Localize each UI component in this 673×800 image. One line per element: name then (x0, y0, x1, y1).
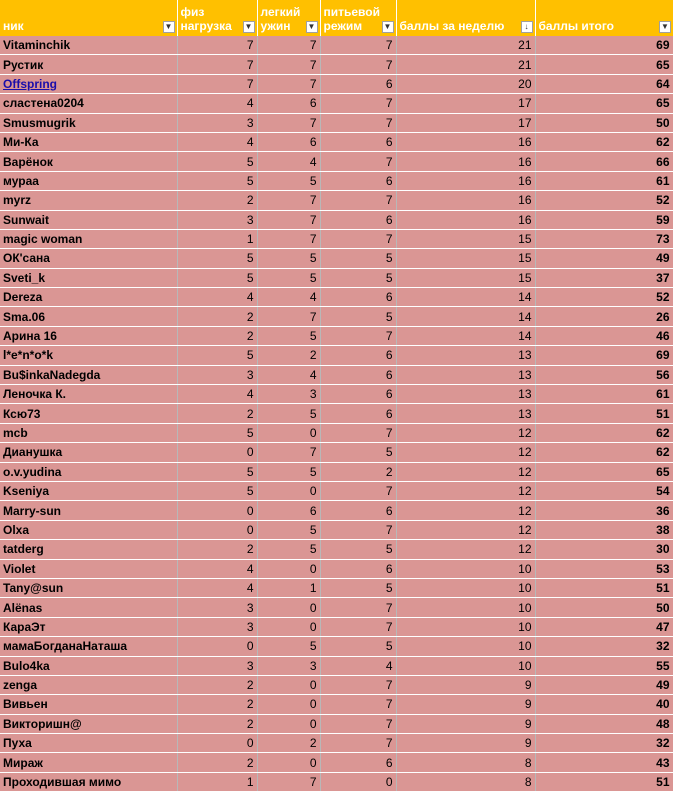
header-bally-za-nedelyu (396, 0, 535, 36)
cell-bally-itogo: 65 (535, 94, 673, 113)
cell-nick: zenga (0, 675, 177, 694)
cell-pitevoy-rezhim: 6 (320, 132, 396, 151)
cell-bally-itogo: 49 (535, 249, 673, 268)
cell-legkiy-uzhin: 5 (257, 249, 320, 268)
cell-bally-za-nedelyu: 12 (396, 540, 535, 559)
cell-pitevoy-rezhim: 0 (320, 772, 396, 791)
cell-nick: Kseniya (0, 481, 177, 500)
cell-legkiy-uzhin: 0 (257, 675, 320, 694)
cell-nick: Мираж (0, 753, 177, 772)
cell-fiz-nagruzka: 3 (177, 210, 257, 229)
nick-link[interactable]: Offspring (0, 74, 177, 93)
cell-nick: Пуха (0, 734, 177, 753)
filter-dropdown-icon[interactable]: ▼ (659, 21, 671, 33)
header-bally-itogo (535, 0, 673, 36)
cell-bally-za-nedelyu: 15 (396, 229, 535, 248)
header-label: легкий ужин (260, 5, 301, 33)
cell-pitevoy-rezhim: 6 (320, 753, 396, 772)
cell-bally-za-nedelyu: 10 (396, 559, 535, 578)
cell-nick: mcb (0, 423, 177, 442)
cell-fiz-nagruzka: 3 (177, 365, 257, 384)
cell-nick: Рустик (0, 55, 177, 74)
cell-nick: Marry-sun (0, 501, 177, 520)
cell-bally-za-nedelyu: 12 (396, 481, 535, 500)
cell-nick: Dereza (0, 288, 177, 307)
table-row (0, 55, 673, 74)
cell-legkiy-uzhin: 5 (257, 268, 320, 287)
cell-pitevoy-rezhim: 6 (320, 210, 396, 229)
filter-dropdown-icon[interactable]: ▼ (306, 21, 318, 33)
cell-nick: КараЭт (0, 617, 177, 636)
cell-bally-itogo: 32 (535, 637, 673, 656)
cell-fiz-nagruzka: 2 (177, 540, 257, 559)
cell-bally-za-nedelyu: 15 (396, 268, 535, 287)
cell-fiz-nagruzka: 5 (177, 423, 257, 442)
cell-nick: l*e*n*o*k (0, 346, 177, 365)
table-row (0, 540, 673, 559)
cell-fiz-nagruzka: 2 (177, 307, 257, 326)
cell-bally-itogo: 36 (535, 501, 673, 520)
cell-bally-za-nedelyu: 12 (396, 443, 535, 462)
cell-nick: tatderg (0, 540, 177, 559)
cell-bally-itogo: 26 (535, 307, 673, 326)
cell-bally-itogo: 51 (535, 772, 673, 791)
cell-fiz-nagruzka: 3 (177, 598, 257, 617)
table-row (0, 559, 673, 578)
cell-bally-za-nedelyu: 16 (396, 210, 535, 229)
table-row (0, 288, 673, 307)
cell-pitevoy-rezhim: 5 (320, 268, 396, 287)
table-row (0, 171, 673, 190)
cell-pitevoy-rezhim: 5 (320, 443, 396, 462)
cell-pitevoy-rezhim: 7 (320, 152, 396, 171)
cell-legkiy-uzhin: 7 (257, 55, 320, 74)
table-row (0, 501, 673, 520)
cell-fiz-nagruzka: 5 (177, 152, 257, 171)
header-label: физ нагрузка (180, 5, 232, 33)
cell-fiz-nagruzka: 0 (177, 734, 257, 753)
cell-legkiy-uzhin: 7 (257, 113, 320, 132)
cell-legkiy-uzhin: 0 (257, 559, 320, 578)
cell-nick: Violet (0, 559, 177, 578)
cell-fiz-nagruzka: 3 (177, 113, 257, 132)
header-label: ник (3, 19, 24, 33)
cell-legkiy-uzhin: 5 (257, 171, 320, 190)
cell-nick: Vitaminchik (0, 36, 177, 55)
cell-legkiy-uzhin: 6 (257, 132, 320, 151)
cell-bally-za-nedelyu: 14 (396, 307, 535, 326)
table-row (0, 268, 673, 287)
cell-nick: Варёнок (0, 152, 177, 171)
table-row (0, 365, 673, 384)
cell-legkiy-uzhin: 0 (257, 481, 320, 500)
table-row (0, 229, 673, 248)
table-row (0, 423, 673, 442)
cell-legkiy-uzhin: 6 (257, 94, 320, 113)
cell-bally-itogo: 40 (535, 695, 673, 714)
cell-nick: Bulo4ka (0, 656, 177, 675)
cell-bally-itogo: 61 (535, 171, 673, 190)
cell-fiz-nagruzka: 2 (177, 753, 257, 772)
cell-bally-itogo: 53 (535, 559, 673, 578)
table-row (0, 714, 673, 733)
cell-bally-itogo: 55 (535, 656, 673, 675)
cell-bally-itogo: 49 (535, 675, 673, 694)
cell-fiz-nagruzka: 0 (177, 637, 257, 656)
table-row (0, 249, 673, 268)
cell-nick: Sunwait (0, 210, 177, 229)
cell-nick: Леночка К. (0, 385, 177, 404)
cell-bally-za-nedelyu: 9 (396, 675, 535, 694)
cell-fiz-nagruzka: 1 (177, 772, 257, 791)
cell-pitevoy-rezhim: 7 (320, 695, 396, 714)
cell-pitevoy-rezhim: 7 (320, 326, 396, 345)
table-row (0, 637, 673, 656)
table-row (0, 481, 673, 500)
cell-bally-za-nedelyu: 12 (396, 423, 535, 442)
cell-legkiy-uzhin: 3 (257, 656, 320, 675)
cell-bally-itogo: 65 (535, 55, 673, 74)
cell-bally-za-nedelyu: 21 (396, 36, 535, 55)
header-nick (0, 0, 177, 36)
cell-nick: ОК'сана (0, 249, 177, 268)
cell-fiz-nagruzka: 4 (177, 559, 257, 578)
cell-bally-itogo: 32 (535, 734, 673, 753)
cell-fiz-nagruzka: 2 (177, 191, 257, 210)
cell-legkiy-uzhin: 7 (257, 307, 320, 326)
cell-bally-itogo: 64 (535, 74, 673, 93)
cell-bally-itogo: 69 (535, 36, 673, 55)
cell-pitevoy-rezhim: 6 (320, 404, 396, 423)
cell-bally-itogo: 54 (535, 481, 673, 500)
cell-fiz-nagruzka: 0 (177, 520, 257, 539)
cell-fiz-nagruzka: 7 (177, 36, 257, 55)
cell-pitevoy-rezhim: 5 (320, 540, 396, 559)
cell-bally-za-nedelyu: 12 (396, 462, 535, 481)
cell-bally-itogo: 61 (535, 385, 673, 404)
cell-legkiy-uzhin: 5 (257, 404, 320, 423)
table-row (0, 578, 673, 597)
table-row (0, 152, 673, 171)
cell-bally-za-nedelyu: 9 (396, 695, 535, 714)
table-row (0, 210, 673, 229)
cell-nick: сластена0204 (0, 94, 177, 113)
cell-legkiy-uzhin: 5 (257, 637, 320, 656)
cell-pitevoy-rezhim: 7 (320, 113, 396, 132)
cell-nick: Викторишн@ (0, 714, 177, 733)
cell-legkiy-uzhin: 0 (257, 617, 320, 636)
cell-fiz-nagruzka: 2 (177, 695, 257, 714)
cell-bally-za-nedelyu: 9 (396, 714, 535, 733)
cell-fiz-nagruzka: 4 (177, 132, 257, 151)
table-body (0, 36, 673, 792)
cell-bally-za-nedelyu: 16 (396, 171, 535, 190)
cell-legkiy-uzhin: 6 (257, 501, 320, 520)
cell-legkiy-uzhin: 2 (257, 734, 320, 753)
cell-nick: Вивьен (0, 695, 177, 714)
cell-bally-itogo: 50 (535, 113, 673, 132)
cell-fiz-nagruzka: 4 (177, 288, 257, 307)
header-label: баллы итого (538, 19, 615, 33)
cell-fiz-nagruzka: 4 (177, 385, 257, 404)
table-row (0, 191, 673, 210)
cell-bally-za-nedelyu: 10 (396, 617, 535, 636)
cell-bally-za-nedelyu: 21 (396, 55, 535, 74)
header-fiz-nagruzka (177, 0, 257, 36)
cell-bally-itogo: 65 (535, 462, 673, 481)
cell-nick: Дианушка (0, 443, 177, 462)
cell-legkiy-uzhin: 0 (257, 598, 320, 617)
cell-nick: мураа (0, 171, 177, 190)
cell-bally-za-nedelyu: 9 (396, 734, 535, 753)
cell-bally-itogo: 43 (535, 753, 673, 772)
cell-pitevoy-rezhim: 7 (320, 734, 396, 753)
header-row (0, 0, 673, 36)
cell-bally-za-nedelyu: 10 (396, 578, 535, 597)
cell-fiz-nagruzka: 2 (177, 675, 257, 694)
cell-fiz-nagruzka: 3 (177, 617, 257, 636)
cell-pitevoy-rezhim: 2 (320, 462, 396, 481)
cell-fiz-nagruzka: 4 (177, 94, 257, 113)
cell-pitevoy-rezhim: 4 (320, 656, 396, 675)
cell-bally-itogo: 62 (535, 423, 673, 442)
cell-bally-za-nedelyu: 16 (396, 132, 535, 151)
cell-bally-itogo: 38 (535, 520, 673, 539)
sort-desc-filter-icon[interactable]: ↓ (521, 21, 533, 33)
cell-pitevoy-rezhim: 7 (320, 191, 396, 210)
table-row (0, 326, 673, 345)
table-row (0, 753, 673, 772)
cell-bally-itogo: 52 (535, 191, 673, 210)
table-row (0, 307, 673, 326)
cell-legkiy-uzhin: 7 (257, 36, 320, 55)
cell-legkiy-uzhin: 7 (257, 229, 320, 248)
cell-bally-za-nedelyu: 13 (396, 365, 535, 384)
cell-bally-itogo: 59 (535, 210, 673, 229)
cell-fiz-nagruzka: 1 (177, 229, 257, 248)
cell-pitevoy-rezhim: 7 (320, 94, 396, 113)
table-row (0, 346, 673, 365)
table-row (0, 132, 673, 151)
cell-pitevoy-rezhim: 7 (320, 481, 396, 500)
cell-fiz-nagruzka: 7 (177, 55, 257, 74)
cell-bally-itogo: 66 (535, 152, 673, 171)
cell-legkiy-uzhin: 7 (257, 772, 320, 791)
table-row (0, 598, 673, 617)
cell-bally-itogo: 48 (535, 714, 673, 733)
cell-nick: Bu$inkaNadegda (0, 365, 177, 384)
table-row (0, 772, 673, 791)
header-label: баллы за неделю (399, 19, 505, 33)
cell-nick: o.v.yudina (0, 462, 177, 481)
cell-fiz-nagruzka: 3 (177, 656, 257, 675)
cell-bally-za-nedelyu: 15 (396, 249, 535, 268)
cell-nick: Sma.06 (0, 307, 177, 326)
cell-legkiy-uzhin: 4 (257, 288, 320, 307)
filter-dropdown-icon[interactable]: ▼ (382, 21, 394, 33)
cell-nick: Tany@sun (0, 578, 177, 597)
cell-nick: myrz (0, 191, 177, 210)
cell-fiz-nagruzka: 5 (177, 268, 257, 287)
cell-bally-itogo: 37 (535, 268, 673, 287)
table-row (0, 656, 673, 675)
cell-legkiy-uzhin: 0 (257, 695, 320, 714)
cell-fiz-nagruzka: 0 (177, 443, 257, 462)
cell-legkiy-uzhin: 7 (257, 443, 320, 462)
cell-pitevoy-rezhim: 6 (320, 559, 396, 578)
cell-nick: Smusmugrik (0, 113, 177, 132)
cell-pitevoy-rezhim: 6 (320, 385, 396, 404)
cell-fiz-nagruzka: 7 (177, 74, 257, 93)
cell-bally-itogo: 51 (535, 404, 673, 423)
cell-bally-za-nedelyu: 10 (396, 656, 535, 675)
header-pitevoy-rezhim (320, 0, 396, 36)
cell-fiz-nagruzka: 2 (177, 714, 257, 733)
table-row (0, 443, 673, 462)
cell-pitevoy-rezhim: 7 (320, 229, 396, 248)
cell-pitevoy-rezhim: 6 (320, 74, 396, 93)
cell-nick: Ми-Ка (0, 132, 177, 151)
filter-dropdown-icon[interactable]: ▼ (243, 21, 255, 33)
cell-legkiy-uzhin: 7 (257, 210, 320, 229)
cell-pitevoy-rezhim: 5 (320, 578, 396, 597)
cell-fiz-nagruzka: 2 (177, 326, 257, 345)
cell-pitevoy-rezhim: 5 (320, 307, 396, 326)
table-row (0, 94, 673, 113)
cell-bally-za-nedelyu: 8 (396, 772, 535, 791)
cell-bally-za-nedelyu: 16 (396, 152, 535, 171)
cell-bally-za-nedelyu: 10 (396, 598, 535, 617)
cell-pitevoy-rezhim: 6 (320, 171, 396, 190)
cell-legkiy-uzhin: 3 (257, 385, 320, 404)
cell-bally-itogo: 73 (535, 229, 673, 248)
cell-bally-itogo: 51 (535, 578, 673, 597)
cell-bally-za-nedelyu: 14 (396, 288, 535, 307)
cell-pitevoy-rezhim: 6 (320, 501, 396, 520)
cell-legkiy-uzhin: 0 (257, 753, 320, 772)
table-row (0, 675, 673, 694)
cell-bally-itogo: 56 (535, 365, 673, 384)
cell-legkiy-uzhin: 2 (257, 346, 320, 365)
cell-nick: magic woman (0, 229, 177, 248)
cell-nick: Ксю73 (0, 404, 177, 423)
cell-pitevoy-rezhim: 7 (320, 55, 396, 74)
cell-pitevoy-rezhim: 6 (320, 288, 396, 307)
cell-bally-za-nedelyu: 12 (396, 501, 535, 520)
cell-bally-za-nedelyu: 16 (396, 191, 535, 210)
cell-nick: Проходившая мимо (0, 772, 177, 791)
cell-fiz-nagruzka: 2 (177, 404, 257, 423)
cell-pitevoy-rezhim: 7 (320, 617, 396, 636)
cell-bally-za-nedelyu: 12 (396, 520, 535, 539)
cell-bally-itogo: 62 (535, 132, 673, 151)
header-label: питьевой режим (323, 5, 380, 33)
cell-legkiy-uzhin: 5 (257, 540, 320, 559)
cell-fiz-nagruzka: 5 (177, 171, 257, 190)
cell-bally-za-nedelyu: 14 (396, 326, 535, 345)
cell-bally-za-nedelyu: 10 (396, 637, 535, 656)
cell-pitevoy-rezhim: 6 (320, 346, 396, 365)
cell-pitevoy-rezhim: 7 (320, 36, 396, 55)
cell-pitevoy-rezhim: 5 (320, 637, 396, 656)
table-row (0, 695, 673, 714)
table-row (0, 520, 673, 539)
cell-legkiy-uzhin: 5 (257, 326, 320, 345)
cell-legkiy-uzhin: 1 (257, 578, 320, 597)
cell-nick: Olxa (0, 520, 177, 539)
table-row (0, 385, 673, 404)
table-row (0, 734, 673, 753)
cell-legkiy-uzhin: 5 (257, 462, 320, 481)
cell-fiz-nagruzka: 5 (177, 249, 257, 268)
table-row (0, 404, 673, 423)
filter-dropdown-icon[interactable]: ▼ (163, 21, 175, 33)
cell-fiz-nagruzka: 5 (177, 481, 257, 500)
cell-legkiy-uzhin: 7 (257, 74, 320, 93)
cell-bally-za-nedelyu: 17 (396, 94, 535, 113)
cell-pitevoy-rezhim: 7 (320, 714, 396, 733)
cell-legkiy-uzhin: 5 (257, 520, 320, 539)
cell-bally-za-nedelyu: 13 (396, 404, 535, 423)
cell-legkiy-uzhin: 7 (257, 191, 320, 210)
cell-bally-za-nedelyu: 17 (396, 113, 535, 132)
cell-fiz-nagruzka: 5 (177, 346, 257, 365)
cell-pitevoy-rezhim: 5 (320, 249, 396, 268)
cell-pitevoy-rezhim: 7 (320, 423, 396, 442)
cell-bally-za-nedelyu: 20 (396, 74, 535, 93)
cell-bally-za-nedelyu: 13 (396, 385, 535, 404)
cell-fiz-nagruzka: 5 (177, 462, 257, 481)
cell-nick: мамаБогданаНаташа (0, 637, 177, 656)
cell-pitevoy-rezhim: 7 (320, 598, 396, 617)
cell-legkiy-uzhin: 0 (257, 423, 320, 442)
cell-bally-itogo: 30 (535, 540, 673, 559)
table-row (0, 74, 673, 93)
cell-legkiy-uzhin: 0 (257, 714, 320, 733)
table-row (0, 113, 673, 132)
cell-bally-itogo: 46 (535, 326, 673, 345)
table-row (0, 462, 673, 481)
cell-fiz-nagruzka: 4 (177, 578, 257, 597)
cell-nick: Sveti_k (0, 268, 177, 287)
cell-bally-itogo: 69 (535, 346, 673, 365)
cell-legkiy-uzhin: 4 (257, 152, 320, 171)
cell-legkiy-uzhin: 4 (257, 365, 320, 384)
cell-bally-itogo: 47 (535, 617, 673, 636)
cell-nick: Alёnas (0, 598, 177, 617)
cell-pitevoy-rezhim: 7 (320, 675, 396, 694)
cell-bally-za-nedelyu: 8 (396, 753, 535, 772)
table-row (0, 36, 673, 55)
cell-pitevoy-rezhim: 6 (320, 365, 396, 384)
header-legkiy-uzhin (257, 0, 320, 36)
cell-nick: Арина 16 (0, 326, 177, 345)
table-row (0, 617, 673, 636)
cell-pitevoy-rezhim: 7 (320, 520, 396, 539)
cell-bally-za-nedelyu: 13 (396, 346, 535, 365)
cell-bally-itogo: 50 (535, 598, 673, 617)
cell-bally-itogo: 62 (535, 443, 673, 462)
cell-fiz-nagruzka: 0 (177, 501, 257, 520)
cell-bally-itogo: 52 (535, 288, 673, 307)
